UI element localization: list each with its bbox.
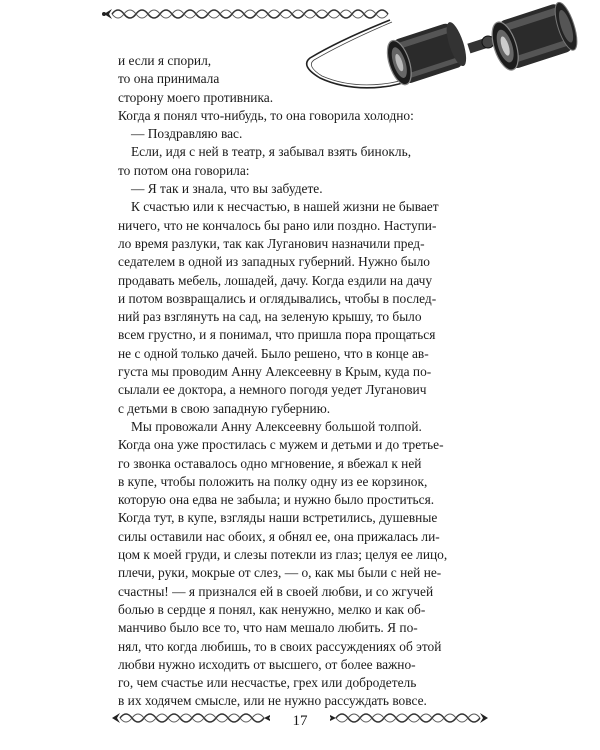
text-line: и потом возвращались и оглядывались, чтобы в послед- — [118, 290, 437, 306]
text-line: Если, идя с ней в театр, я забывал взять бинокль, — [131, 144, 412, 160]
text-line: с детьми в свою западную губернию. — [118, 400, 331, 416]
text-line: ничего, что не кончалось бы рано или поздно. Наступи- — [118, 217, 437, 233]
text-line: и если я спорил, — [118, 53, 212, 68]
text-line: в их ходячем смысле, или не нужно рассуждать вовсе. — [118, 693, 427, 709]
text-line: цом к моей груди, и слезы потекли из глаз; целуя ее лицо, — [118, 547, 448, 563]
text-line: болью в сердце я понял, как ненужно, мелко и как об- — [118, 601, 426, 617]
text-line: всем грустно, и я понимал, что пришла пора прощаться — [118, 327, 436, 343]
page-number: 17 — [270, 712, 330, 730]
text-line: Когда тут, в купе, взгляды наши встретились, душевные — [118, 510, 438, 526]
text-line: манчиво было все то, что нам мешало любить. Я по- — [118, 620, 418, 636]
text-line: продавать мебель, лошадей, дачу. Когда ездили на дачу — [118, 272, 433, 288]
text-line: силы оставили нас обоих, я обнял ее, она прижалась ли- — [118, 528, 440, 544]
text-line: К счастью или к несчастью, в нашей жизни не бывает — [131, 199, 439, 215]
text-line: плечи, руки, мокрые от слез, — о, как мы были с ней не- — [118, 565, 442, 581]
text-line: седателем в одной из западных губерний. Нужно было — [118, 254, 430, 270]
text-line: ло время разлуки, так как Луганович назначили пред- — [118, 235, 425, 251]
text-line: не с одной только дачей. Было решено, что в конце ав- — [118, 345, 429, 361]
body-text — [118, 52, 463, 711]
text-line: го, чем счастье или несчастье, грех или добродетель — [118, 675, 417, 691]
text-line: ний раз взглянуть на сад, на зеленую крышу, то было — [118, 309, 422, 325]
text-line: сторону моего противника. — [118, 89, 274, 105]
text-line: счастны! — я признался ей в своей любви, и со жгучей — [118, 583, 434, 599]
text-line: Мы провожали Анну Алексеевну большой толпой. — [131, 418, 422, 434]
text-line: сылали ее доктора, а немного погодя уедет Луганович — [118, 382, 427, 398]
text-line: го звонка оставалось одно мгновение, я вбежал к ней — [118, 455, 422, 471]
text-line: которую она едва не забыла; и нужно было проститься. — [118, 492, 435, 508]
text-line: то она принимала — [118, 71, 220, 87]
text-line: нял, что когда любишь, то в своих рассуждениях об этой — [118, 638, 442, 654]
text-line: Когда я понял что-нибудь, то она говорила холодно: — [118, 107, 414, 123]
text-line: в купе, чтобы положить на полку одну из ее корзинок, — [118, 473, 428, 489]
text-line: — Я так и знала, что вы забудете. — [131, 181, 323, 197]
text-line: Когда она уже простилась с мужем и детьми и до третье- — [118, 437, 444, 453]
text-line: густа мы проводим Анну Алексеевну в Крым, куда по- — [118, 364, 432, 380]
text-line: любви нужно исходить от высшего, от более важно- — [118, 656, 416, 672]
text-line: — Поздравляю вас. — [131, 126, 243, 142]
text-line: то потом она говорила: — [118, 162, 250, 178]
